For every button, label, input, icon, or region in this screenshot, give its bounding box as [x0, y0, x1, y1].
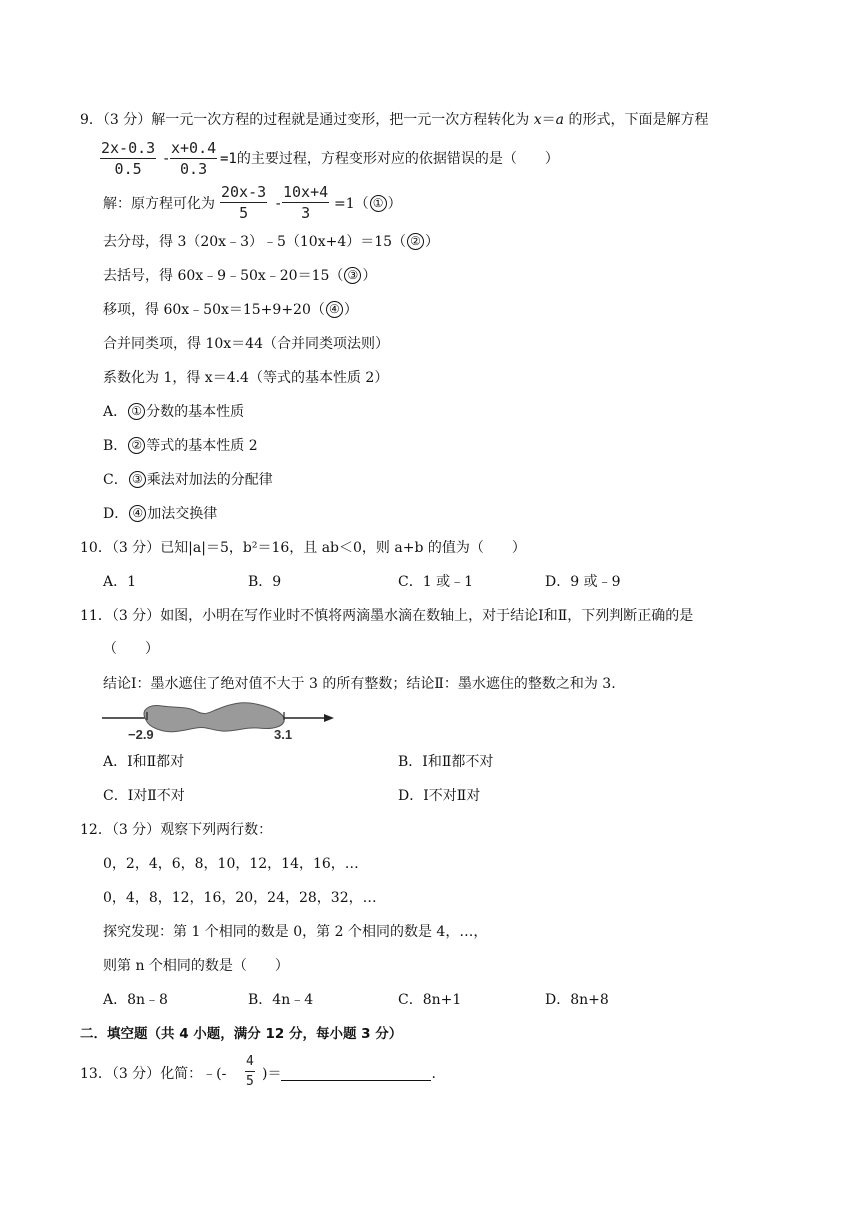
q10-stem: 已知|a|＝5，b²＝16，且 ab＜0，则 a+b 的值为（ ） [160, 540, 526, 556]
q12-number: 12． [80, 822, 112, 838]
q13-period: . [431, 1066, 436, 1082]
q12-ask: 则第 n 个相同的数是（ ） [103, 958, 289, 974]
q9-line1 [80, 110, 708, 130]
q12-option-c[interactable]: C．8n+1 [398, 992, 462, 1008]
q13-expr-open: ﹣( [202, 1066, 222, 1082]
q9-equals-one: =1 [220, 151, 237, 167]
q12-option-d[interactable]: D．8n+8 [545, 992, 609, 1008]
q10-option-c[interactable]: C．1 或﹣1 [398, 574, 473, 590]
q9-fraction-2-numerator: x+0.4 [171, 139, 217, 157]
q9-option-c-marker: ③ [129, 471, 146, 488]
axis-label-right: 3.1 [274, 727, 293, 742]
q9-simplified-fraction-1-numerator: 20x-3 [221, 183, 267, 201]
q12-score: （3 分） [111, 822, 161, 838]
ink-blot-shape [144, 703, 284, 732]
q10-option-d[interactable]: D．9 或﹣9 [545, 574, 621, 590]
q10-score: （3 分） [111, 540, 161, 556]
q11-stem-line [80, 606, 693, 626]
q12-row-1: 0，2，4，6，8，10，12，14，16，… [103, 856, 359, 872]
q13-stem-line [80, 1064, 226, 1084]
q10-number: 10． [80, 540, 112, 556]
q9-step3-text: 去括号，得 60x﹣9﹣50x﹣20＝15（ [103, 268, 344, 284]
q9-option-c[interactable] [103, 470, 273, 490]
number-line-figure [98, 698, 338, 742]
q9-option-a[interactable] [103, 402, 244, 422]
q9-step2-marker: ② [407, 233, 424, 250]
q13-stem: 化简： [160, 1066, 203, 1082]
q9-step1-close: ） [387, 196, 402, 212]
q13-minus: - [221, 1066, 227, 1082]
q9-score: （3 分） [102, 112, 152, 128]
q9-stem-1a: 解一元一次方程的过程就是通过变形，把一元一次方程转化为 [151, 112, 534, 128]
q11-option-d[interactable]: D．Ⅰ不对Ⅱ对 [398, 788, 481, 804]
q9-fraction-1-denominator: 0.5 [114, 160, 142, 178]
q12-option-b[interactable]: B．4n﹣4 [248, 992, 314, 1008]
number-line-arrow-icon [324, 714, 334, 722]
q9-minus-2: - [274, 196, 283, 212]
q9-step6: 系数化为 1，得 x＝4.4（等式的基本性质 2） [103, 370, 389, 386]
q9-step1-marker: ① [370, 195, 387, 212]
q9-option-a-text: 分数的基本性质 [146, 404, 245, 420]
section-heading: 二．填空题（共 4 小题，满分 12 分，每小题 3 分） [80, 1026, 403, 1042]
q9-var-x: x [533, 112, 542, 128]
q13-tail [262, 1064, 436, 1084]
q11-option-a[interactable]: A．Ⅰ和Ⅱ都对 [103, 754, 185, 770]
q9-simplified-fraction-2-numerator: 10x+4 [283, 183, 329, 201]
q9-fraction-2 [170, 139, 217, 179]
q9-option-c-label: C． [103, 472, 128, 488]
q13-fraction [245, 1052, 255, 1092]
q10-option-b[interactable]: B．9 [248, 574, 282, 590]
q13-fraction-numerator: 4 [245, 1052, 255, 1072]
q9-step2 [103, 232, 439, 252]
q11-score: （3 分） [111, 608, 161, 624]
q9-fraction-2-denominator: 0.3 [180, 160, 208, 178]
q11-option-b[interactable]: B．Ⅰ和Ⅱ都不对 [398, 754, 494, 770]
q9-simplified-fraction-2 [282, 183, 329, 223]
q9-option-d-marker: ④ [129, 505, 146, 522]
q9-option-b-label: B． [103, 438, 128, 454]
q13-answer-blank[interactable] [281, 1066, 431, 1081]
q9-option-b[interactable] [103, 436, 258, 456]
q9-option-d-label: D． [103, 506, 129, 522]
q9-step4-close: ） [343, 302, 358, 318]
q9-stem-2: 的主要过程，方程变形对应的依据错误的是（ ） [236, 151, 559, 167]
q9-step4-text: 移项，得 60x﹣50x＝15+9+20（ [103, 302, 325, 318]
q9-line2 [220, 149, 559, 169]
q12-row-2: 0，4，8，12，16，20，24，28，32，… [103, 890, 377, 906]
q9-step4 [103, 300, 358, 320]
q9-simplified-fraction-2-denominator: 3 [301, 204, 311, 222]
q12-explore: 探究发现：第 1 个相同的数是 0，第 2 个相同的数是 4，…， [103, 924, 488, 940]
q12-option-a[interactable]: A．8n﹣8 [103, 992, 168, 1008]
q9-step5: 合并同类项，得 10x＝44（合并同类项法则） [103, 336, 389, 352]
q9-option-a-label: A． [103, 404, 128, 420]
q11-conclusion: 结论Ⅰ：墨水遮住了绝对值不大于 3 的所有整数；结论Ⅱ：墨水遮住的整数之和为 3. [103, 676, 616, 692]
q9-step1-tail [334, 194, 402, 214]
q9-step3-marker: ③ [344, 267, 361, 284]
q11-answer-paren: （ ） [103, 641, 159, 657]
q9-option-b-marker: ② [128, 437, 145, 454]
q9-option-d[interactable] [103, 504, 217, 524]
q9-option-d-text: 加法交换律 [147, 506, 218, 522]
q9-solution-intro: 解：原方程可化为 [103, 196, 215, 212]
q9-step3 [103, 266, 376, 286]
q9-stem-1b: 的形式，下面是解方程 [564, 112, 709, 128]
q9-fraction-1 [100, 139, 156, 179]
q9-step4-marker: ④ [326, 301, 343, 318]
q9-step2-close: ） [425, 234, 440, 250]
q9-step1-equals: =1（ [334, 196, 369, 212]
q9-eq-sign: ＝ [541, 112, 556, 128]
q9-simplified-fraction-1 [220, 183, 267, 223]
q9-step3-close: ） [362, 268, 377, 284]
q12-stem: 观察下列两行数： [160, 822, 273, 838]
q13-expr-close: )＝ [262, 1066, 282, 1082]
q9-var-a: a [555, 112, 564, 128]
q10-stem-line [80, 538, 526, 558]
axis-label-left: −2.9 [128, 727, 154, 742]
q9-minus: - [162, 151, 171, 167]
q9-option-a-marker: ① [128, 403, 145, 420]
q13-number: 13． [80, 1066, 112, 1082]
q9-fraction-1-numerator: 2x-0.3 [101, 139, 156, 157]
q12-stem-line [80, 820, 272, 840]
q9-option-b-text: 等式的基本性质 2 [146, 438, 258, 454]
q13-fraction-denominator: 5 [246, 1074, 254, 1089]
q11-number: 11． [80, 608, 112, 624]
q13-score: （3 分） [111, 1066, 161, 1082]
q9-step2-text: 去分母，得 3（20x﹣3）﹣5（10x+4）＝15（ [103, 234, 407, 250]
q9-simplified-fraction-1-denominator: 5 [239, 204, 249, 222]
q11-stem: 如图，小明在写作业时不慎将两滴墨水滴在数轴上，对于结论Ⅰ和Ⅱ，下列判断正确的是 [160, 608, 694, 624]
q11-option-c[interactable]: C．Ⅰ对Ⅱ不对 [103, 788, 185, 804]
q9-number: 9． [80, 112, 103, 128]
q10-option-a[interactable]: A．1 [103, 574, 137, 590]
q9-option-c-text: 乘法对加法的分配律 [146, 472, 273, 488]
